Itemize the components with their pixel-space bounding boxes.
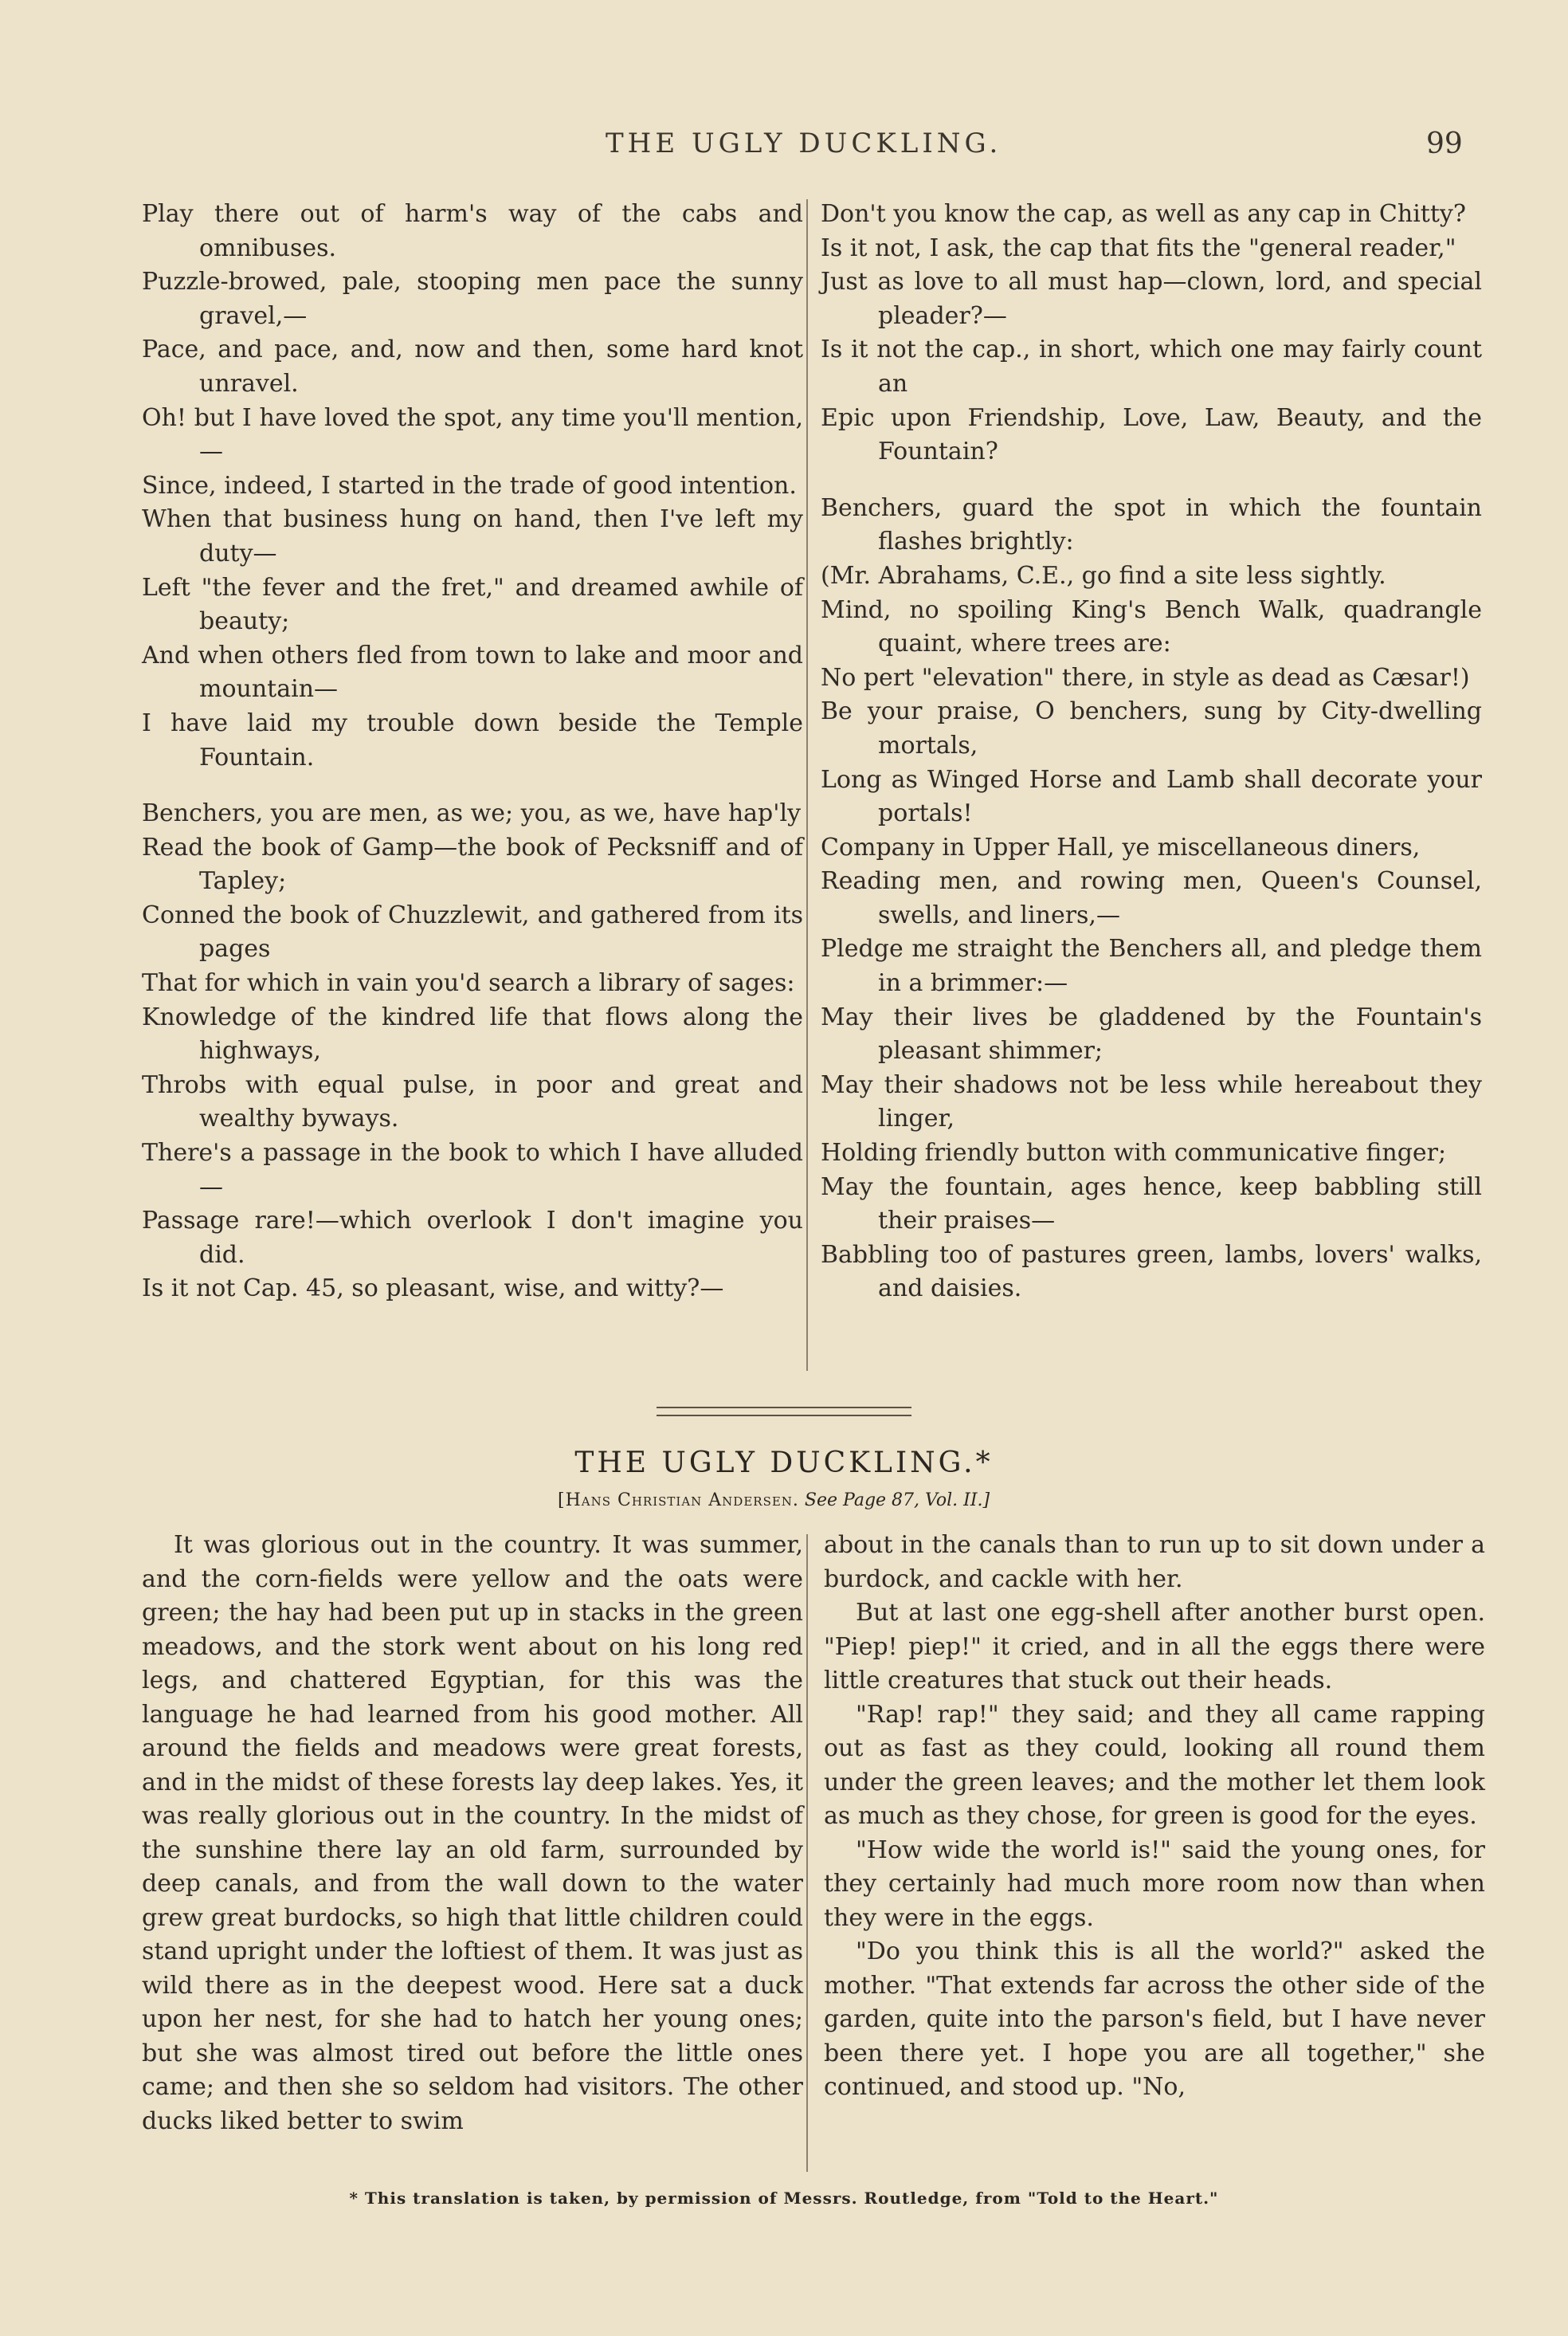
article-paragraph: "Do you think this is all the world?" asked the mother. "That extends far across the other side of the garden, quite into the parson's field, but I have never been there yet. I hope you are all together," she continued, and stood up. "No, [824,1938,1485,2101]
page-number: 99 [1426,128,1463,160]
poem-line: May the fountain, ages hence, keep babbling still their praises— [821,1172,1482,1235]
poem-line: Read the book of Gamp—the book of Pecksniff and of Tapley; [142,833,803,896]
poem-line: Pledge me straight the Benchers all, and pledge them in a brimmer:— [821,935,1482,998]
section-divider [657,1407,911,1416]
poem-line: Don't you know the cap, as well as any cap in Chitty? [821,200,1466,228]
poem-line: There's a passage in the book to which I have alluded— [142,1139,803,1201]
article-paragraph: about in the canals than to run up to sit down under a burdock, and cackle with her. [824,1531,1485,1593]
poem-line: Play there out of harm's way of the cabs and omnibuses. [142,200,803,262]
poem-line: Is it not Cap. 45, so pleasant, wise, and witty?— [142,1274,724,1303]
poem-line: Knowledge of the kindred life that flows along the highways, [142,1003,803,1066]
poem-line: Puzzle-browed, pale, stooping men pace the sunny gravel,— [142,268,803,330]
poem-line: No pert "elevation" there, in style as dead as Cæsar!) [821,663,1470,692]
poem-line: Since, indeed, I started in the trade of good intention. [142,471,797,500]
article-paragraph: "How wide the world is!" said the young ones, for they certainly had much more room now than when they were in the eggs. [824,1835,1485,1932]
article-paragraph: But at last one egg-shell after another burst open. "Piep! piep!" it cried, and in all the eggs there were little creatures that stuck out their heads. [824,1599,1485,1694]
article-left-column [142,1529,803,2138]
poem-left-column [142,198,803,1306]
poem-line: Mind, no spoiling King's Bench Walk, quadrangle quaint, where trees are: [821,595,1482,658]
poem-line: Is it not the cap., in short, which one may fairly count an [821,336,1482,398]
article-paragraph: "Rap! rap!" they said; and they all came rapping out as fast as they could, looking all round them under the green leaves; and the mother let them look as much as they chose, for green is good for the eyes. [824,1700,1485,1830]
article-title: THE UGLY DUCKLING.* [574,1447,994,1479]
poem-line: Conned the book of Chuzzlewit, and gathered from its pages [142,901,803,964]
byline [558,1490,1115,1510]
column-divider [806,1534,808,2172]
poem-line: May their shadows not be less while hereabout they linger, [821,1070,1482,1133]
poem-line: Company in Upper Hall, ye miscellaneous diners, [821,833,1421,862]
article-paragraph: It was glorious out in the country. It was summer, and the corn-fields were yellow and the oats were green; the hay had been put up in stacks in the green meadows, and the stork went about on his long red legs, and chattered Egyptian, for this was the language he had learned from his good mother. All around the fields and meadows were great forests, and in the midst of these forests lay deep lakes. Yes, it was really glorious out in the country. In the midst of the sunshine there lay an old farm, surrounded by deep canals, and from the wall down to the water grew great burdocks, so high that little children could stand upright under the loftiest of them. It was just as wild there as in the deepest wood. Here sat a duck upon her nest, for she had to hatch her young ones; but she was almost tired out before the little ones came; and then she so seldom had visitors. The other ducks liked better to swim [142,1531,803,2135]
running-title: THE UGLY DUCKLING. [606,128,1002,159]
poem-line: Benchers, guard the spot in which the fountain flashes brightly: [821,493,1482,556]
poem-line: (Mr. Abrahams, C.E., go find a site less sightly. [821,561,1386,590]
poem-line: When that business hung on hand, then I've left my duty— [142,505,803,567]
poem-line: Pace, and pace, and, now and then, some hard knot unravel. [142,336,803,398]
poem-line: Babbling too of pastures green, lambs, lovers' walks, and daisies. [821,1240,1482,1303]
poem-line: I have laid my trouble down beside the Temple Fountain. [142,709,803,771]
footnote: * This translation is taken, by permission of Messrs. Routledge, from "Told to the Heart." [349,2189,1219,2208]
poem-line: That for which in vain you'd search a library of sages: [142,969,795,998]
byline-author: [Hans Christian Andersen. [558,1490,799,1510]
poem-line: Throbs with equal pulse, in poor and great and wealthy byways. [142,1070,803,1133]
poem-line: Just as love to all must hap—clown, lord, and special pleader?— [821,268,1482,330]
poem-line: Left "the fever and the fret," and dreamed awhile of beauty; [142,573,803,636]
poem-line: May their lives be gladdened by the Fountain's pleasant shimmer; [821,1003,1482,1066]
stanza-break [142,775,803,797]
stanza-break [821,469,1482,492]
column-divider [806,199,808,1371]
byline-reference: See Page 87, Vol. II.] [804,1490,990,1510]
poem-line: Benchers, you are men, as we; you, as we, have hap'ly [142,799,802,828]
article-right-column [824,1529,1485,2105]
page-header [0,128,1568,167]
poem-line: Be your praise, O benchers, sung by City-dwelling mortals, [821,697,1482,760]
poem-right-column [821,198,1482,1306]
poem-line: Oh! but I have loved the spot, any time you'll mention,— [142,403,803,466]
poem-line: Is it not, I ask, the cap that fits the "general reader," [821,234,1456,262]
poem-line: Holding friendly button with communicative finger; [821,1139,1447,1168]
poem-line: Long as Winged Horse and Lamb shall decorate your portals! [821,765,1482,828]
poem-line: Epic upon Friendship, Love, Law, Beauty, and the Fountain? [821,403,1482,466]
poem-line: Reading men, and rowing men, Queen's Counsel, swells, and liners,— [821,867,1482,929]
poem-line: Passage rare!—which overlook I don't imagine you did. [142,1207,803,1269]
poem-line: And when others fled from town to lake and moor and mountain— [142,641,803,704]
